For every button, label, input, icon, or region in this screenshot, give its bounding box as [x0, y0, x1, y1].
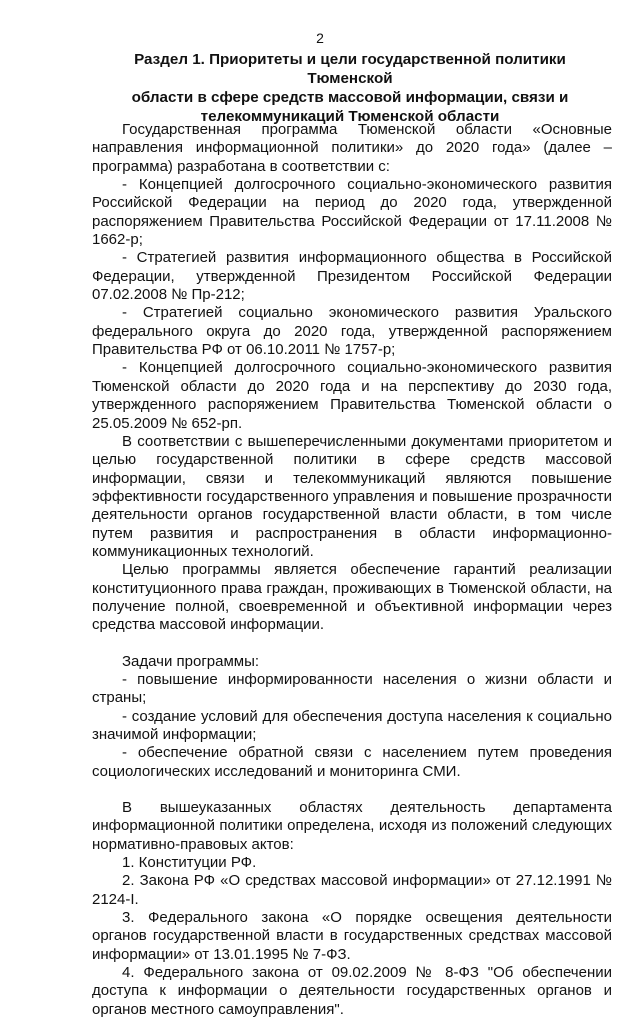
page-number: 2 — [316, 30, 324, 46]
legal-act-item: 3. Федерального закона «О порядке освещения деятельности органов государственной власти в государственных средствах массовой информации» от 13.01.1995 № 7-ФЗ. — [92, 909, 612, 963]
document-body — [92, 121, 612, 1019]
task-item: - создание условий для обеспечения доступа населения к социально значимой информации; — [92, 707, 612, 743]
tasks-heading: Задачи программы: — [122, 652, 260, 670]
activity-paragraph: В вышеуказанных областях деятельность департамента информационной политики определена, исходя из положений следующих нормативно-правовых актов: — [92, 799, 612, 853]
task-item: - повышение информированности населения о жизни области и страны; — [92, 670, 612, 707]
task-item: - обеспечение обратной связи с населением путем проведения социологических исследований и мониторинга СМИ. — [92, 744, 612, 780]
legal-act-item: 2. Закона РФ «О средствах массовой информации» от 27.12.1991 № 2124-I. — [92, 872, 612, 908]
goal-paragraph: Целью программы является обеспечение гарантий реализации конституционного права граждан, проживающих в Тюменской области, на получение полной, своевременной и объективной информации через средства массовой информации. — [92, 561, 612, 634]
basis-list-item: - Стратегией развития информационного общества в Российской Федерации, утвержденной Президентом Российской Федерации 07.02.2008 № Пр-212; — [92, 249, 612, 304]
section-title-line: области в сфере средств массовой информации, связи и — [131, 89, 569, 106]
intro-paragraph: Государственная программа Тюменской области «Основные направления информационной политики» до 2020 года» (далее – программа) разработана в соответствии с: — [92, 121, 612, 175]
spacer — [92, 635, 612, 653]
priority-paragraph: В соответствии с вышеперечисленными документами приоритетом и целью государственной политики в сфере средств массовой информации, связи и телекоммуникаций являются повышение эффективности государственного управления и повышение прозрачности деятельности органов государственной власти области, в том числе путем развития и распространения в области информационно-коммуникационных технологий. — [92, 432, 612, 560]
basis-list-item: - Концепцией долгосрочного социально-экономического развития Российской Федерации на период до 2020 года, утвержденной распоряжением Правительства Российской Федерации от 17.11.2008 № 1662-р; — [92, 176, 612, 249]
basis-list-item: - Концепцией долгосрочного социально-экономического развития Тюменской области до 2020 года и на перспективу до 2030 года, утвержденного распоряжением Правительства Тюменской области о 25.05.2009 № 652-рп. — [92, 359, 612, 432]
section-title-line: Раздел 1. Приоритеты и цели государственной политики Тюменской — [134, 51, 566, 87]
section-title — [108, 50, 592, 126]
legal-act-item: 1. Конституции РФ. — [122, 854, 257, 872]
spacer — [92, 781, 612, 799]
basis-list-item: - Стратегией социально экономического развития Уральского федерального округа до 2020 года, утвержденной распоряжением Правительства РФ от 06.10.2011 № 1757-р; — [92, 304, 612, 359]
section-title-line: телекоммуникаций Тюменской области — [200, 108, 500, 125]
legal-act-item: 4. Федерального закона от 09.02.2009 № 8-ФЗ "Об обеспечении доступа к информации о деятельности государственных органов и органов местного самоуправления". — [92, 964, 612, 1018]
